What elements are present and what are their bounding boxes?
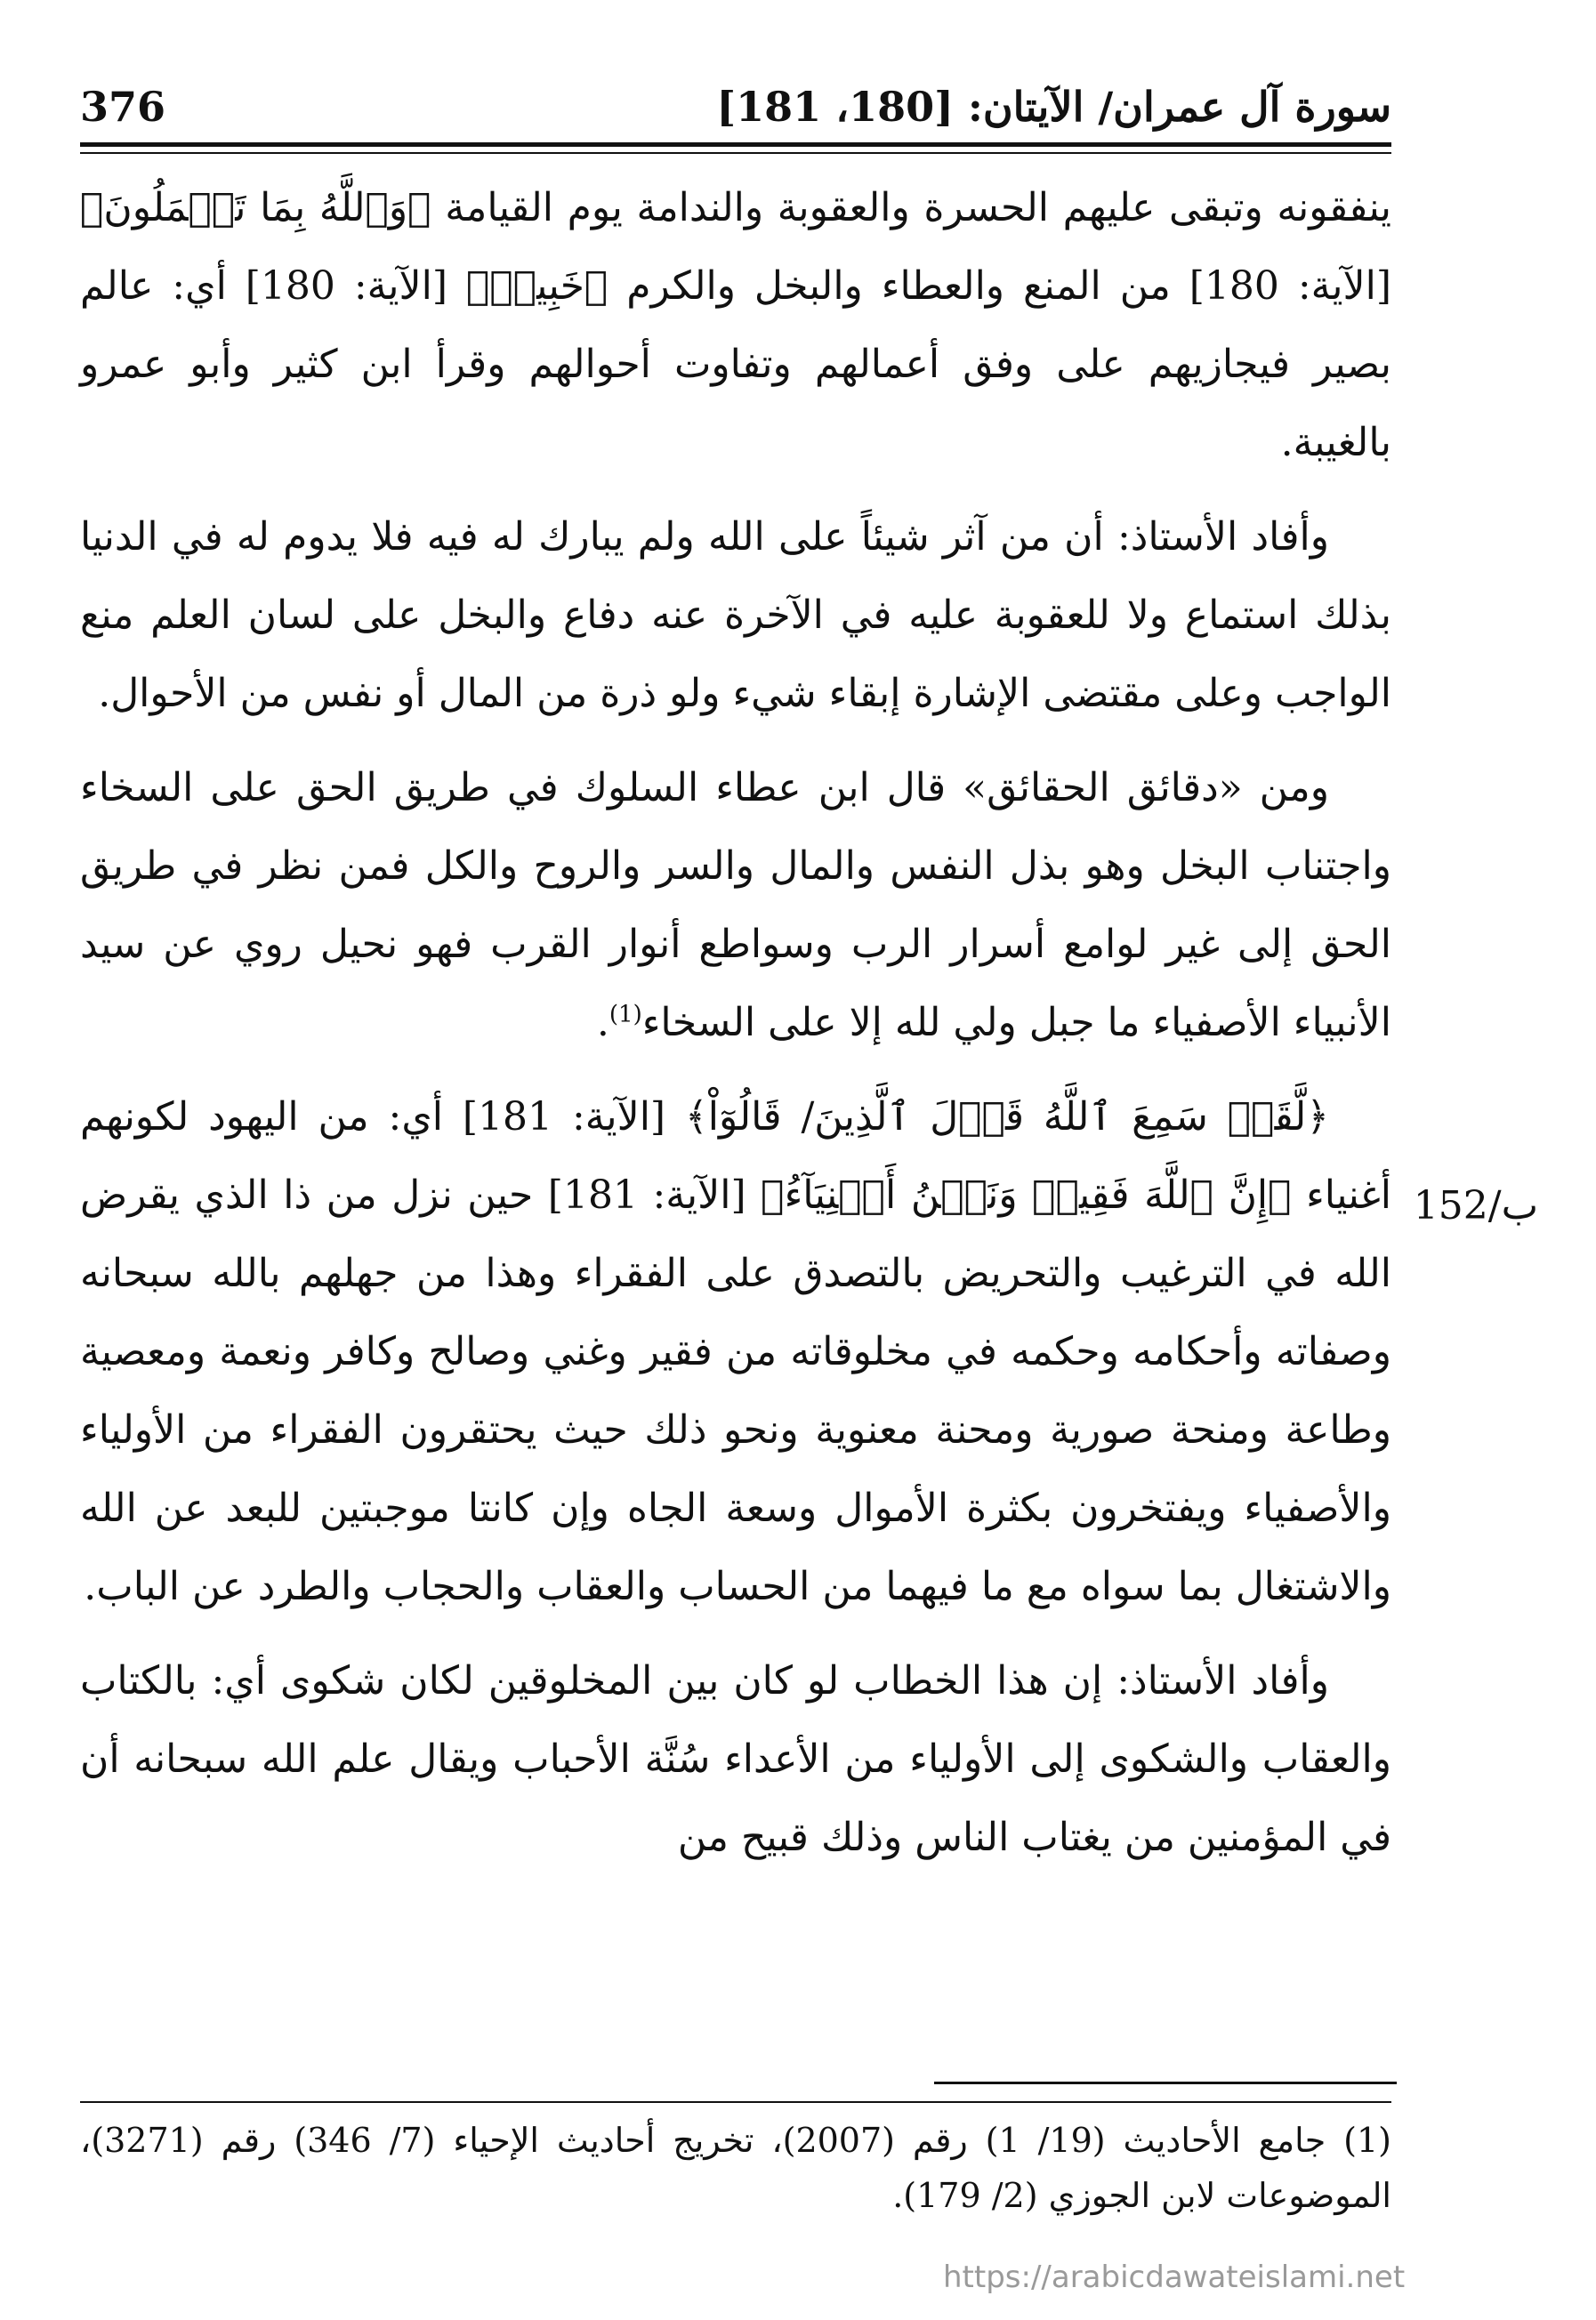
paragraph-5: وأفاد الأستاذ: إن هذا الخطاب لو كان بين المخلوقين لكان شكوى أي: بالكتاب والعقاب والشكوى إلى الأولياء من الأعداء سُنَّة الأحباب ويقال علم الله سبحانه أن في المؤمنين من يغتاب الناس وذلك قبيح من — [80, 1658, 1391, 1860]
paragraph-4: ﴿لَّقَدۡ سَمِعَ ٱللَّهُ قَوۡلَ ٱلَّذِينَ/ قَالُوٓاْ﴾ [الآية: 181] أي: من اليهود لكونهم أغنياء ﴿إِنَّ ٱللَّهَ فَقِيرٞ وَنَحۡنُ أَغۡنِيَآءُ﴾ [الآية: 181] حين نزل من ذا الذي يقرض الله في الترغيب والتحريض بالتصدق على الفقراء وهذا من جهلهم بالله سبحانه وصفاته وأحكامه وحكمه في مخلوقاته من فقير وغني وصالح وكافر ونعمة ومعصية وطاعة ومنحة صورية ومحنة معنوية ونحو ذلك حيث يحتقرون الفقراء من الأولياء والأصفياء ويفتخرون بكثرة الأموال وسعة الجاه وإن كانتا موجبتين للبعد عن الله والاشتغال بما سواه مع ما فيهما من الحساب والعقاب والحجاب والطرد عن الباب. — [80, 1094, 1391, 1609]
paragraph-3: ومن «دقائق الحقائق» قال ابن عطاء السلوك في طريق الحق على السخاء واجتناب البخل وهو بذل النفس والمال والسر والروح والكل فمن نظر في طريق الحق إلى غير لوامع أسرار الرب وسواطع أنوار القرب فهو نحيل روي عن سيد الأنبياء الأصفياء ما جبل ولي لله إلا على السخاء$^{(1)}$. — [80, 765, 1391, 1045]
page-number: 376 — [80, 83, 166, 131]
footnote: (1) جامع الأحاديث (19/ 1) رقم (2007)، تخريج أحاديث الإحياء (7/ 346) رقم (3271)، الموضوعات لابن الجوزي (2/ 179). — [80, 2121, 1391, 2215]
header-rule-thin — [80, 152, 1391, 154]
footnote-reference: (1) — [609, 1001, 642, 1028]
watermark-url: https://arabicdawateislami.net — [943, 2260, 1406, 2295]
page-header — [80, 76, 1391, 138]
footnote-separator — [934, 2082, 1397, 2084]
footnote-rule — [80, 2101, 1391, 2103]
main-text — [80, 169, 1391, 1893]
paragraph-2: وأفاد الأستاذ: أن من آثر شيئاً على الله ولم يبارك له فيه فلا يدوم له في الدنيا بذلك استماع ولا للعقوبة عليه في الآخرة عنه دفاع والبخل على لسان العلم منع الواجب وعلى مقتضى الإشارة إبقاء شيء ولو ذرة من المال أو نفس من الأحوال. — [80, 514, 1391, 716]
paragraph-1: ينفقونه وتبقى عليهم الحسرة والعقوبة والندامة يوم القيامة ﴿وَٱللَّهُ بِمَا تَعۡمَلُونَ﴾ [الآية: 180] من المنع والعطاء والبخل والكرم ﴿خَبِيرٞ﴾ [الآية: 180] أي: عالم بصير فيجازيهم على وفق أعمالهم وتفاوت أحوالهم وقرأ ابن كثير وأبو عمرو بالغيبة. — [80, 185, 1391, 465]
running-title: سورة آل عمران/ الآيتان: [180، 181] — [716, 83, 1391, 131]
manuscript-folio-note: 152/ب — [1413, 1183, 1538, 1228]
header-rule-thick — [80, 142, 1391, 147]
